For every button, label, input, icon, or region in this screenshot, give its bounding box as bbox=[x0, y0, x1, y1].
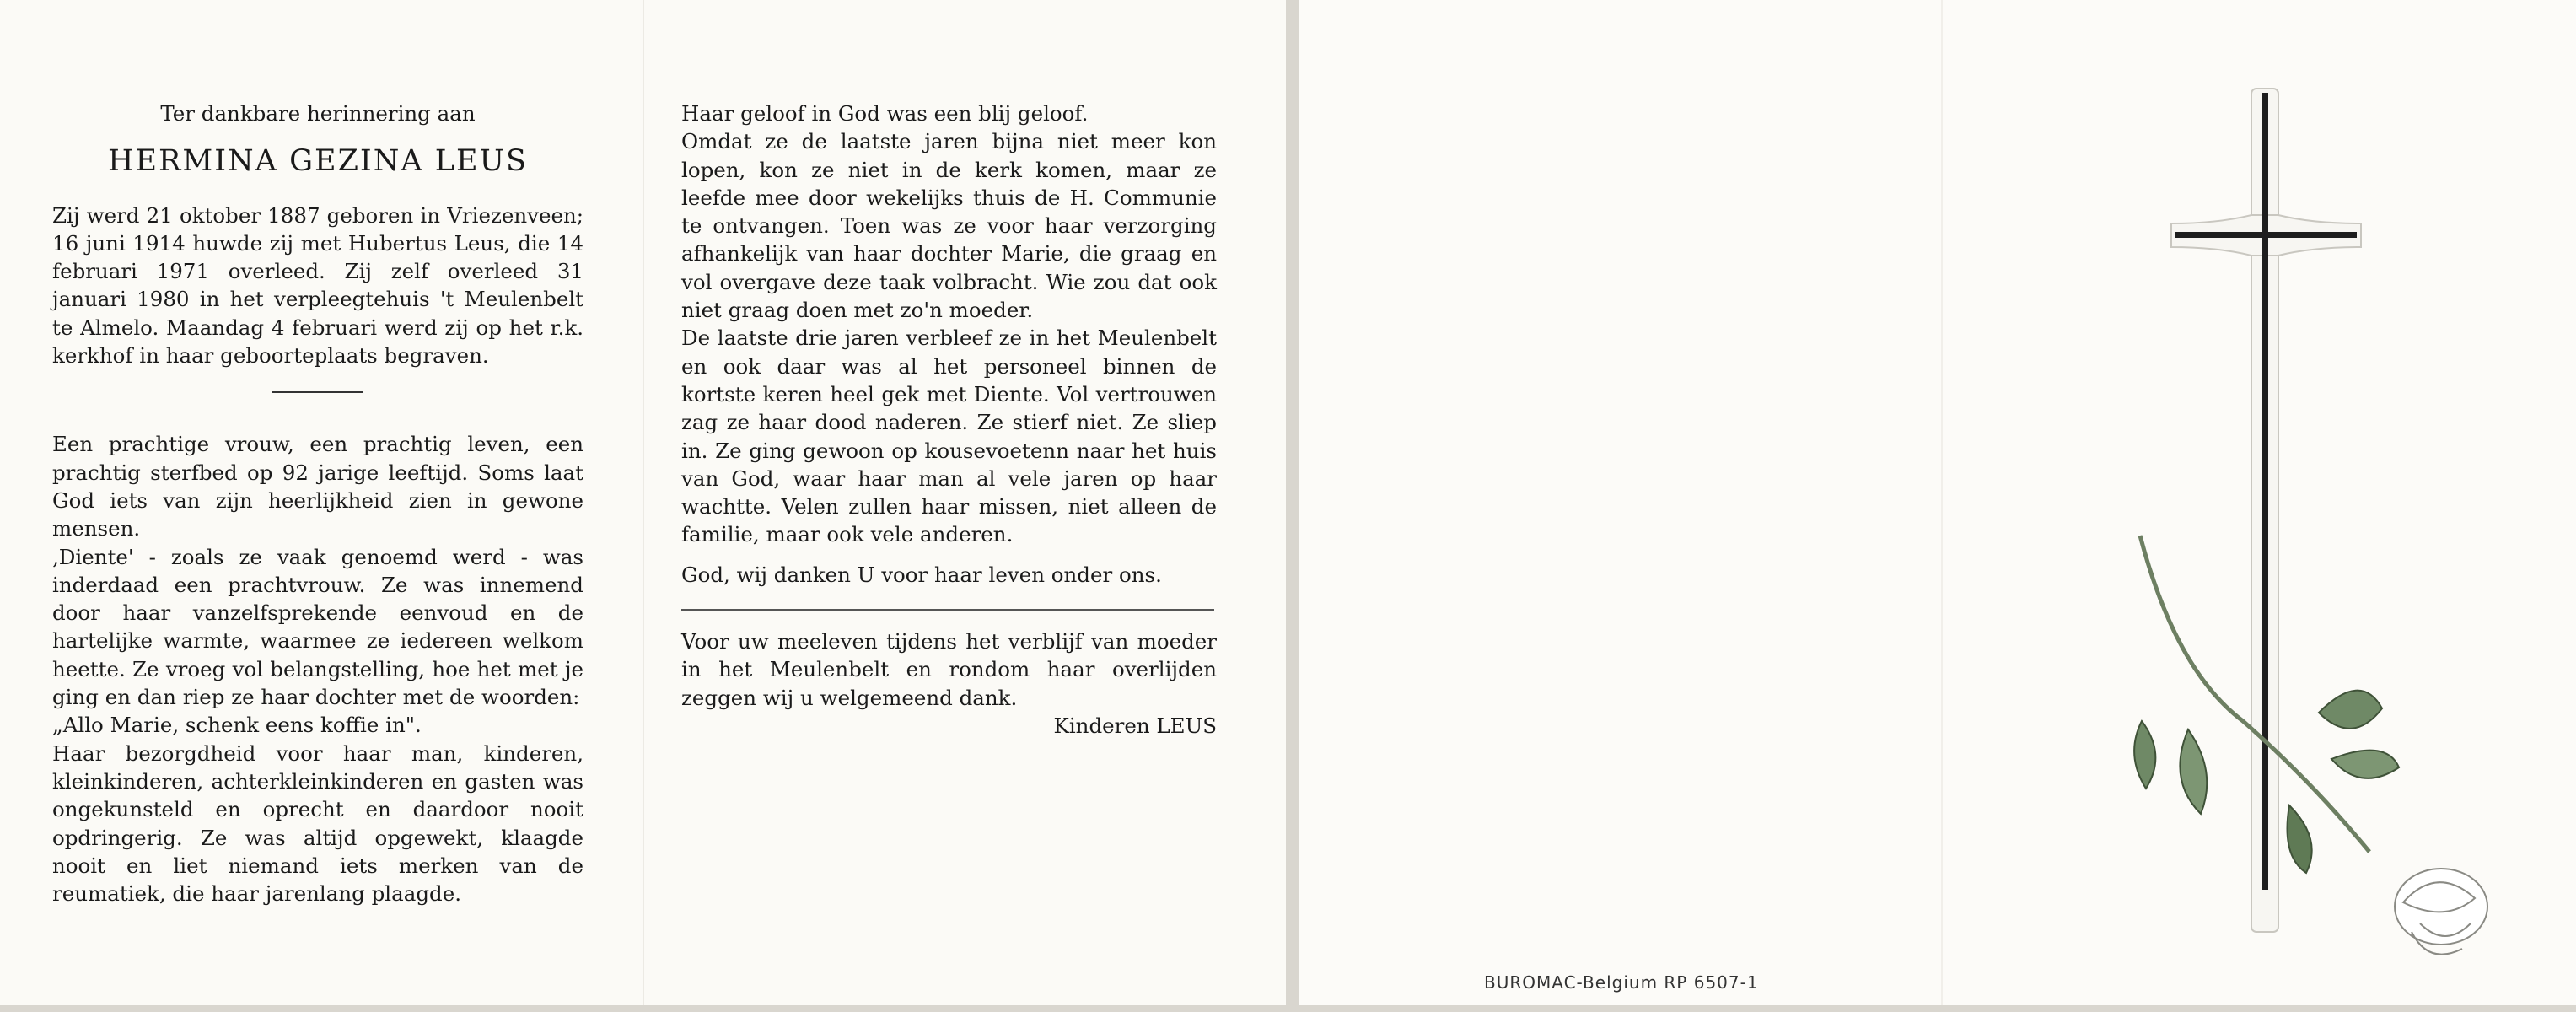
paragraph-5: Omdat ze de laatste jaren bijna niet meer kon lopen, kon ze niet in de kerk komen, maar ze leefde mee door wekelijks thuis de H. Communie te ontvangen. Toen was ze voor haar verzorging afhankelijk van haar dochter Marie, die graag en vol overgave deze taak volbracht. Wie zou dat ook niet graag doen met zo'n moeder. bbox=[681, 129, 1217, 323]
printer-mark: BUROMAC-Belgium RP 6507-1 bbox=[1484, 972, 1759, 993]
paragraph-6: De laatste drie jaren verbleef ze in het Meulenbelt en ook daar was al het personeel binnen de kortste keren heel gek met Diente. Vol vertrouwen zag ze haar dood naderen. Ze stierf niet. Ze sliep in. Ze ging gewoon op kousevoetenn naar het huis van God, waar haar man al vele jaren op haar wachtte. Velen zullen haar missen, niet alleen de familie, maar ook vele anderen. bbox=[681, 326, 1217, 547]
paragraph-3: Haar bezorgdheid voor haar man, kinderen, kleinkinderen, achterkleinkinderen en gasten was ongekunsteld en oprecht en daardoor nooit opdringerig. Ze was altijd opgewekt, klaagde nooit en liet niemand iets merken van de reumatiek, die haar jarenlang plaagde. bbox=[52, 740, 583, 907]
signature: Kinderen LEUS bbox=[1053, 713, 1217, 738]
right-column bbox=[681, 100, 1217, 740]
biography: Zij werd 21 oktober 1887 geboren in Vriezenveen; 16 juni 1914 huwde zij met Hubertus Leus, die 14 februari 1971 overleed. Zij zelf overleed 31 januari 1980 in het verpleegtehuis 't Meulenbelt te Almelo. Maandag 4 februari werd zij op het r.k. kerkhof in haar geboorteplaats begraven. bbox=[52, 202, 583, 369]
paragraph-4: Haar geloof in God was een blij geloof. bbox=[681, 101, 1089, 126]
card-fold bbox=[643, 0, 644, 1005]
deceased-name: HERMINA GEZINA LEUS bbox=[107, 144, 529, 179]
cross-with-rose-icon bbox=[2108, 80, 2504, 991]
short-divider bbox=[272, 391, 363, 393]
thanks-text: Voor uw meeleven tijdens het verblijf van moeder in het Meulenbelt en rondom haar overlijden zeggen wij u welgemeend dank. bbox=[681, 629, 1217, 710]
paragraph-7: God, wij danken U voor haar leven onder ons. bbox=[681, 562, 1162, 587]
paragraph-2: ‚Diente' - zoals ze vaak genoemd werd - was inderdaad een prachtvrouw. Ze was innemend door haar vanzelfsprekende eenvoud en de hartelijke warmte, waarmee ze iedereen welkom heette. Ze vroeg vol belangstelling, hoe het met je ging en dan riep ze haar dochter met de woorden: bbox=[52, 544, 583, 710]
paragraph-1: Een prachtige vrouw, een prachtig leven, een prachtig sterfbed op 92 jarige leeftijd. Soms laat God iets van zijn heerlijkheid zien in gewone mensen. bbox=[52, 432, 583, 541]
memorial-card-inner bbox=[0, 0, 1286, 1005]
long-divider bbox=[681, 609, 1214, 611]
intro-line: Ter dankbare herinnering aan bbox=[160, 101, 476, 126]
quote: „Allo Marie, schenk eens koffie in". bbox=[52, 713, 422, 738]
card-fold bbox=[1941, 0, 1943, 1005]
left-column bbox=[52, 100, 583, 907]
